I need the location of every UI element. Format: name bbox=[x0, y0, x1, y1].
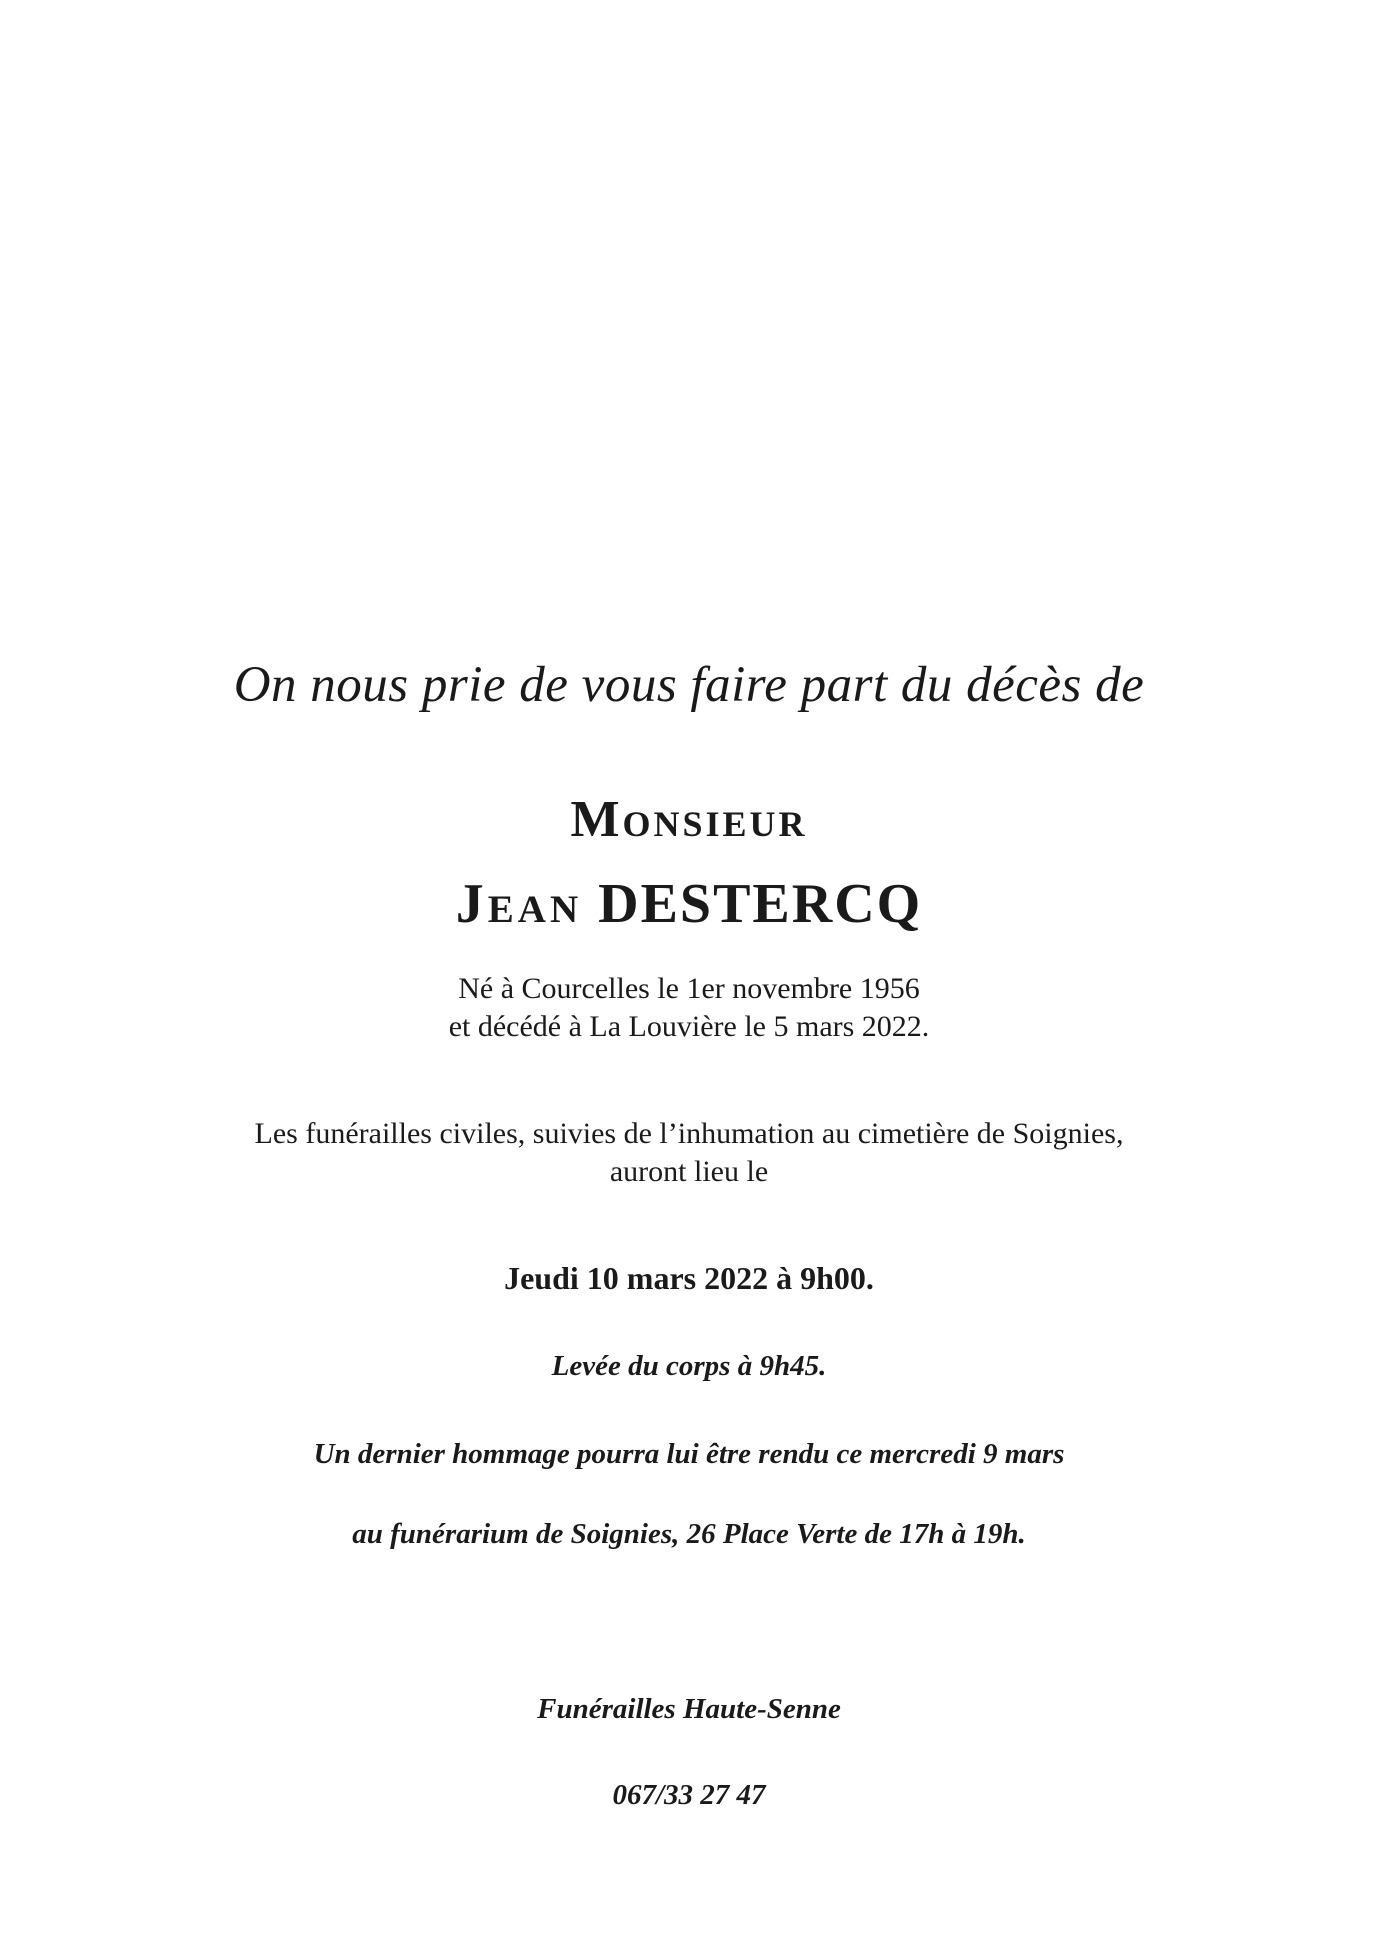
first-name: Jean bbox=[455, 873, 583, 935]
funeral-company: Funérailles Haute-Senne bbox=[537, 1693, 841, 1725]
funeral-description-line1: Les funérailles civiles, suivies de l’inhumation au cimetière de Soignies, bbox=[254, 1117, 1124, 1150]
deceased-name bbox=[0, 872, 1378, 936]
funeral-date: Jeudi 10 mars 2022 à 9h00. bbox=[504, 1260, 874, 1296]
honorific-title: Monsieur bbox=[570, 791, 808, 848]
intro-text: On nous prie de vous faire part du décès de bbox=[233, 657, 1145, 713]
funeral-description-line2: auront lieu le bbox=[609, 1155, 769, 1188]
levee-time: Levée du corps à 9h45. bbox=[551, 1350, 827, 1382]
tribute-line1: Un dernier hommage pourra lui être rendu ce mercredi 9 mars bbox=[313, 1438, 1065, 1470]
death-info: et décédé à La Louvière le 5 mars 2022. bbox=[448, 1010, 930, 1043]
birth-info: Né à Courcelles le 1er novembre 1956 bbox=[458, 972, 920, 1005]
tribute-line2: au funérarium de Soignies, 26 Place Verte de 17h à 19h. bbox=[352, 1518, 1026, 1550]
company-phone: 067/33 27 47 bbox=[612, 1779, 766, 1811]
last-name: DESTERCQ bbox=[598, 873, 923, 935]
